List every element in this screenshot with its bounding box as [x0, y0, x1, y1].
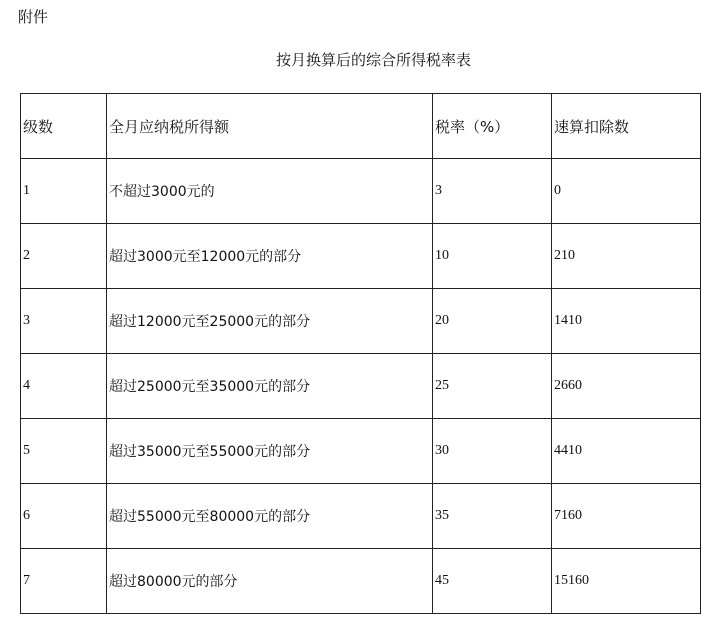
quick-deduction-cell: 15160 — [552, 549, 701, 614]
income-range-cell: 超过25000元至35000元的部分 — [107, 354, 433, 419]
income-range-cell: 超过55000元至80000元的部分 — [107, 484, 433, 549]
quick-deduction-cell: 1410 — [552, 289, 701, 354]
quick-deduction-cell: 7160 — [552, 484, 701, 549]
header-quick-deduction: 速算扣除数 — [552, 94, 701, 159]
income-range-cell: 超过80000元的部分 — [107, 549, 433, 614]
tax-rate-table — [20, 93, 701, 614]
tax-rate-cell: 20 — [433, 289, 552, 354]
table-header-row — [21, 94, 701, 159]
income-range-cell: 超过12000元至25000元的部分 — [107, 289, 433, 354]
header-tax-rate: 税率（%） — [433, 94, 552, 159]
level-cell: 6 — [21, 484, 107, 549]
tax-rate-cell: 45 — [433, 549, 552, 614]
attachment-label: 附件 — [18, 8, 49, 26]
tax-rate-cell: 10 — [433, 224, 552, 289]
header-level: 级数 — [21, 94, 107, 159]
tax-rate-cell: 25 — [433, 354, 552, 419]
table-row — [21, 159, 701, 224]
header-taxable-income: 全月应纳税所得额 — [107, 94, 433, 159]
level-cell: 3 — [21, 289, 107, 354]
quick-deduction-cell: 2660 — [552, 354, 701, 419]
level-cell: 4 — [21, 354, 107, 419]
tax-rate-cell: 3 — [433, 159, 552, 224]
income-range-cell: 不超过3000元的 — [107, 159, 433, 224]
table-row — [21, 419, 701, 484]
tax-rate-cell: 35 — [433, 484, 552, 549]
page-title: 按月换算后的综合所得税率表 — [275, 51, 471, 69]
table-row — [21, 484, 701, 549]
income-range-cell: 超过35000元至55000元的部分 — [107, 419, 433, 484]
level-cell: 5 — [21, 419, 107, 484]
level-cell: 7 — [21, 549, 107, 614]
table-row — [21, 289, 701, 354]
level-cell: 1 — [21, 159, 107, 224]
quick-deduction-cell: 4410 — [552, 419, 701, 484]
tax-rate-cell: 30 — [433, 419, 552, 484]
table-row — [21, 354, 701, 419]
table-row — [21, 549, 701, 614]
quick-deduction-cell: 0 — [552, 159, 701, 224]
level-cell: 2 — [21, 224, 107, 289]
income-range-cell: 超过3000元至12000元的部分 — [107, 224, 433, 289]
quick-deduction-cell: 210 — [552, 224, 701, 289]
table-row — [21, 224, 701, 289]
